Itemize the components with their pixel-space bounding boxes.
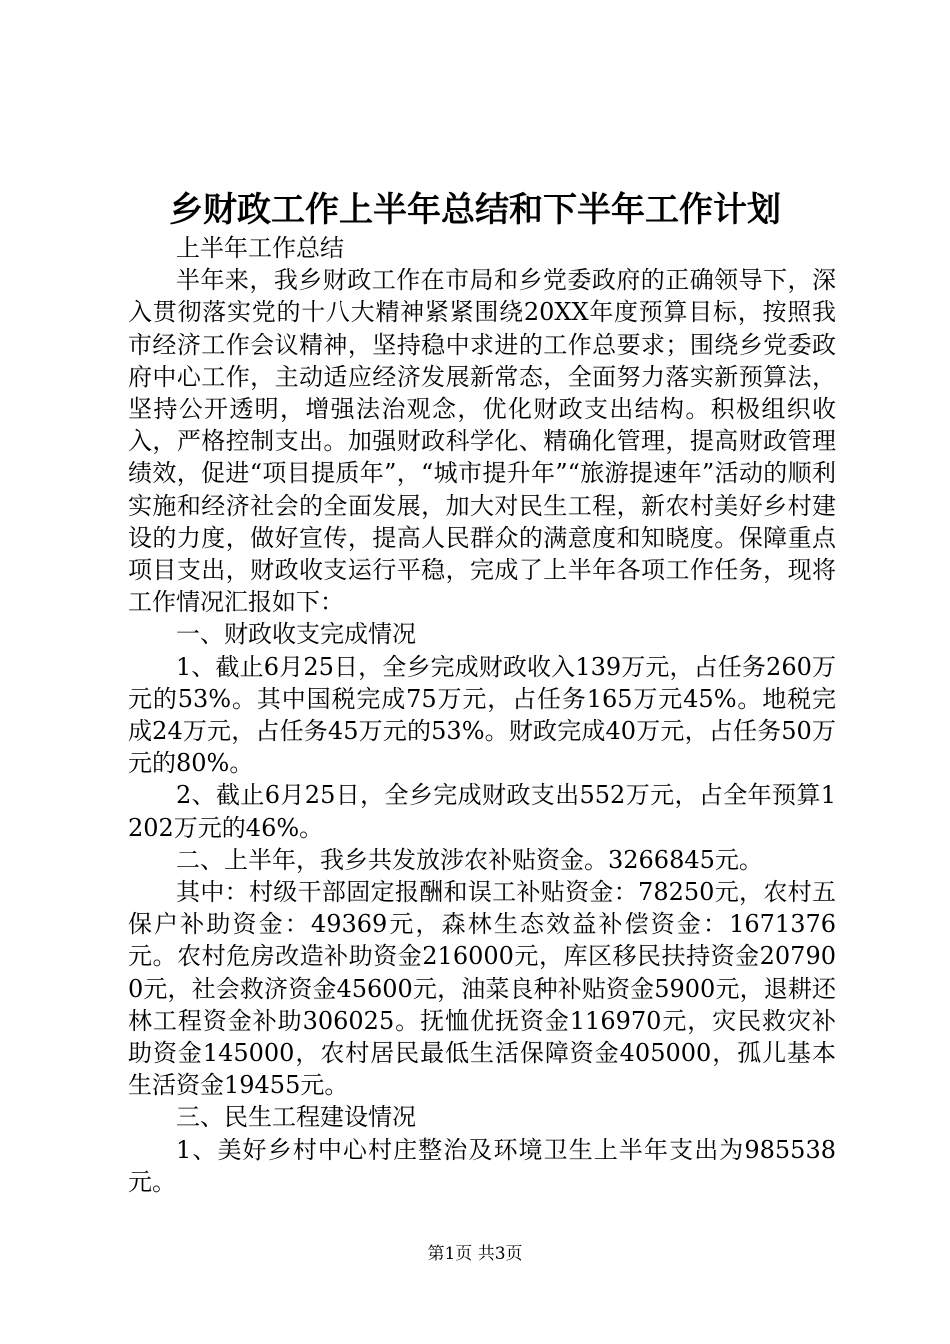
document-body <box>128 232 836 1198</box>
section-heading-revenue: 一、财政收支完成情况 <box>176 620 416 649</box>
subsidy-detail-paragraph: 其中：村级干部固定报酬和误工补贴资金：78250元，农村五保户补助资金：49369元，森林生态效益补偿资金：1671376元。农村危房改造补助资金216000元，库区移民扶持资金207900元，社会救济资金45600元，油菜良种补贴资金5900元，退耕还林工程资金补助306025。抚恤优抚资金116970元，灾民救灾补助资金145000，农村居民最低生活保障资金405000，孤儿基本生活资金19455元。 <box>128 878 836 1100</box>
section-heading-summary: 上半年工作总结 <box>176 234 344 262</box>
document-title: 乡财政工作上半年总结和下半年工作计划 <box>169 190 781 230</box>
page-number-footer: 第1页 共3页 <box>427 1244 523 1264</box>
expenditure-paragraph: 2、截止6月25日，全乡完成财政支出552万元，占全年预算1202万元的46%。 <box>128 781 836 842</box>
section-heading-livelihood: 三、民生工程建设情况 <box>176 1103 416 1132</box>
revenue-paragraph: 1、截止6月25日，全乡完成财政收入139万元，占任务260万元的53%。其中国税完成75万元，占任务165万元45%。地税完成24万元，占任务45万元的53%。财政完成40万元，占任务50万元的80%。 <box>128 652 836 778</box>
subsidy-heading: 二、上半年，我乡共发放涉农补贴资金。3266845元。 <box>176 845 763 874</box>
intro-paragraph: 半年来，我乡财政工作在市局和乡党委政府的正确领导下，深入贯彻落实党的十八大精神紧紧围绕20XX年度预算目标，按照我市经济工作会议精神，坚持稳中求进的工作总要求；围绕乡党委政府中心工作，主动适应经济发展新常态，全面努力落实新预算法，坚持公开透明，增强法治观念，优化财政支出结构。积极组织收入，严格控制支出。加强财政科学化、精确化管理，提高财政管理绩效，促进“项目提质年”，“城市提升年”“旅游提速年”活动的顺利实施和经济社会的全面发展，加大对民生工程，新农村美好乡村建设的力度，做好宣传，提高人民群众的满意度和知晓度。保障重点项目支出，财政收支运行平稳，完成了上半年各项工作任务，现将工作情况汇报如下： <box>128 266 836 617</box>
livelihood-paragraph: 1、美好乡村中心村庄整治及环境卫生上半年支出为985538元。 <box>128 1135 836 1196</box>
